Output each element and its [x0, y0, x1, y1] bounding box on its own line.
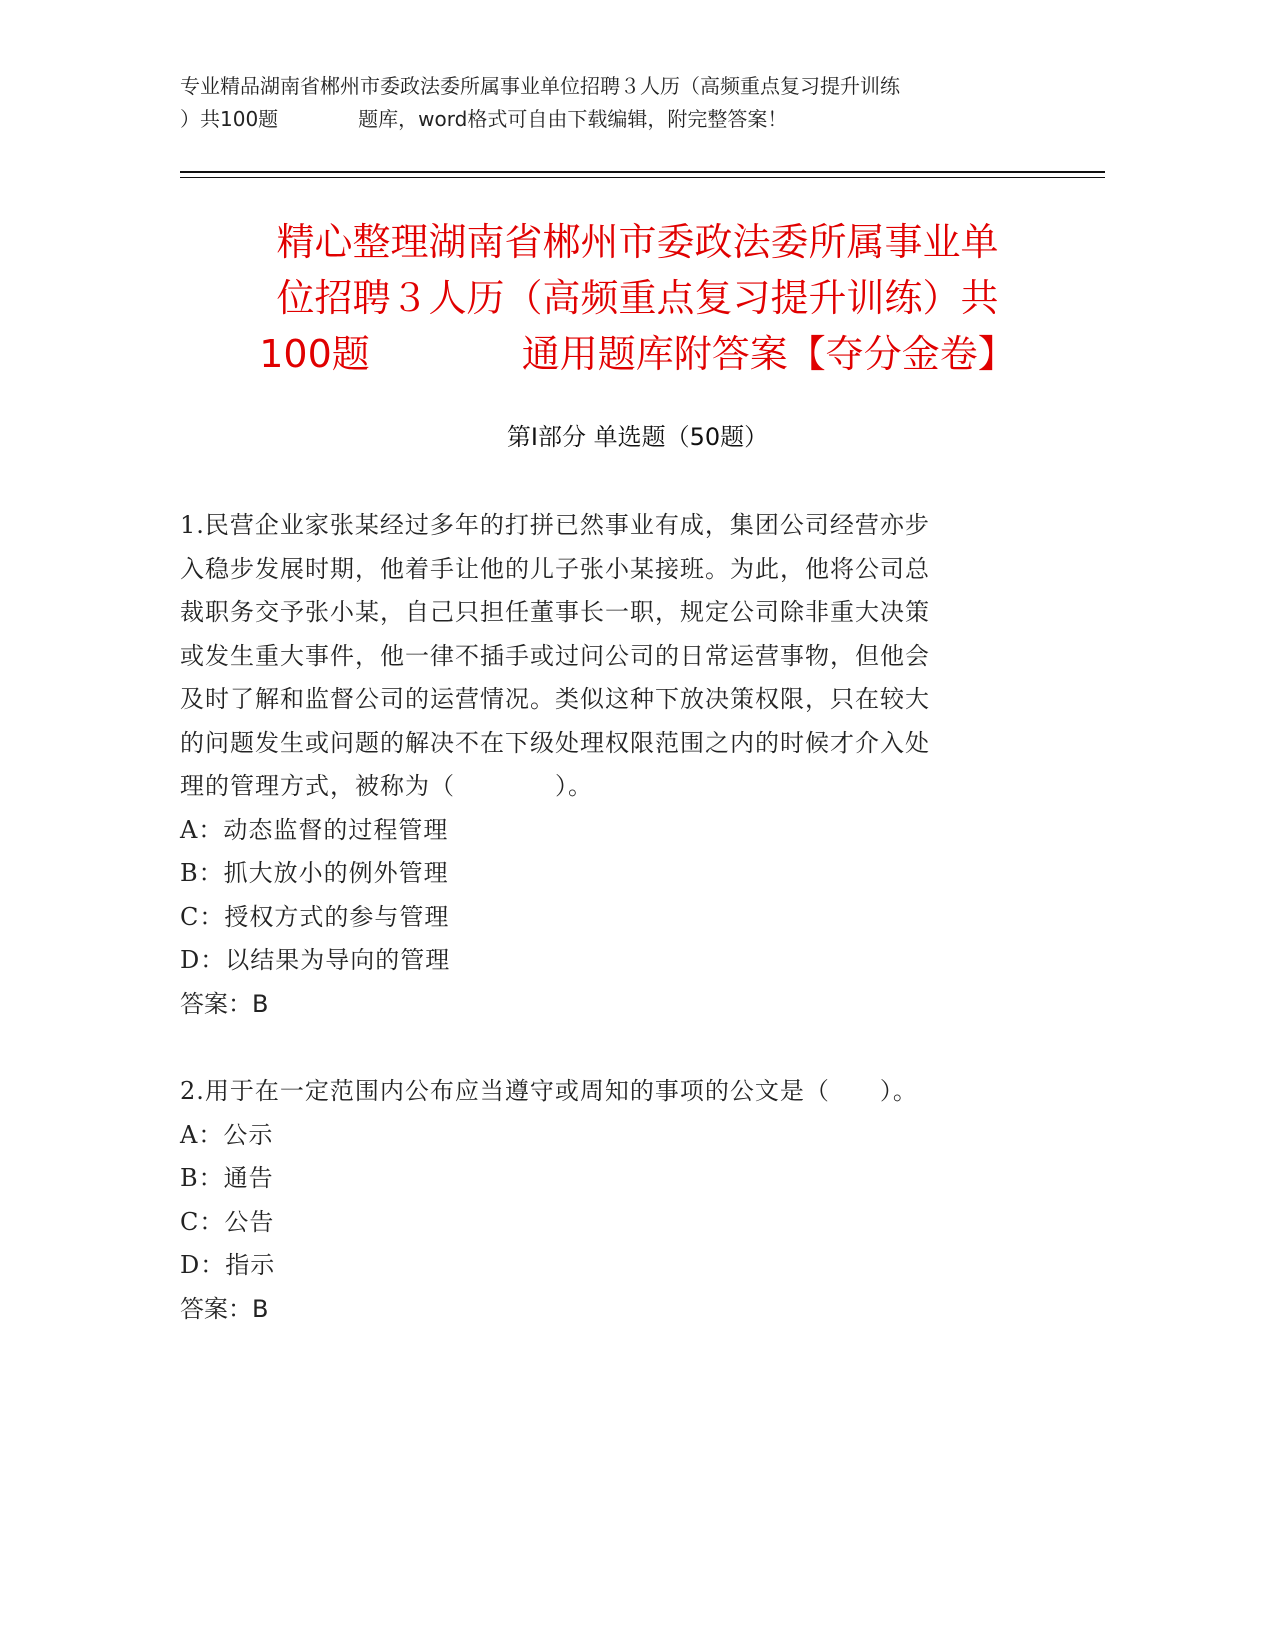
- question-1-line: 裁职务交予张小某，自己只担任董事长一职，规定公司除非重大决策: [180, 598, 930, 626]
- question-1-line: 的问题发生或问题的解决不在下级处理权限范围之内的时候才介入处: [180, 728, 930, 757]
- question-1-line: 或发生重大事件，他一律不插手或过问公司的日常运营事物，但他会: [180, 641, 930, 670]
- question-2-line: 2.用于在一定范围内公布应当遵守或周知的事项的公文是（ ）。: [180, 1077, 918, 1105]
- question-1-line: 入稳步发展时期，他着手让他的儿子张小某接班。为此，他将公司总: [180, 554, 930, 583]
- question-2-option-d: D：指示: [180, 1251, 276, 1279]
- title-line-1: 精心整理湖南省郴州市委政法委所属事业单: [276, 220, 999, 264]
- question-1-line: 1.民营企业家张某经过多年的打拼已然事业有成，集团公司经营亦步: [180, 511, 930, 539]
- question-1-line: 及时了解和监督公司的运营情况。类似这种下放决策权限，只在较大: [180, 685, 930, 713]
- question-2-option-b: B：通告: [180, 1164, 274, 1192]
- question-2-option-c: C：公告: [180, 1207, 275, 1236]
- title-line-2: 位招聘３人历（高频重点复习提升训练）共: [276, 276, 999, 320]
- question-1: [180, 504, 1040, 1026]
- header-divider-thick: [180, 171, 1105, 173]
- header-divider-thin: [180, 177, 1105, 178]
- header-line-1: 专业精品湖南省郴州市委政法委所属事业单位招聘３人历（高频重点复习提升训练: [180, 74, 900, 98]
- question-list: [180, 504, 1040, 1375]
- document-header: [180, 70, 1080, 136]
- section-title: 第Ⅰ部分 单选题（50题）: [506, 423, 769, 451]
- title-line-3: 100题 通用题库附答案【夺分金卷】: [259, 332, 1016, 376]
- question-1-option-d: D：以结果为导向的管理: [180, 946, 451, 974]
- question-1-text: [180, 504, 1040, 809]
- question-2-text: [180, 1070, 1040, 1114]
- question-2-option-a: A：公示: [180, 1120, 274, 1149]
- question-1-answer: 答案：B: [180, 989, 269, 1018]
- question-1-line: 理的管理方式，被称为（ ）。: [180, 772, 593, 800]
- header-line-2: ）共100题 题库，word格式可自由下载编辑，附完整答案！: [180, 107, 788, 131]
- document-title: [150, 214, 1125, 382]
- question-2-answer: 答案：B: [180, 1294, 269, 1323]
- question-2: [180, 1070, 1040, 1331]
- question-1-option-a: A：动态监督的过程管理: [180, 815, 449, 844]
- question-1-option-b: B：抓大放小的例外管理: [180, 859, 449, 887]
- question-1-option-c: C：授权方式的参与管理: [180, 902, 450, 931]
